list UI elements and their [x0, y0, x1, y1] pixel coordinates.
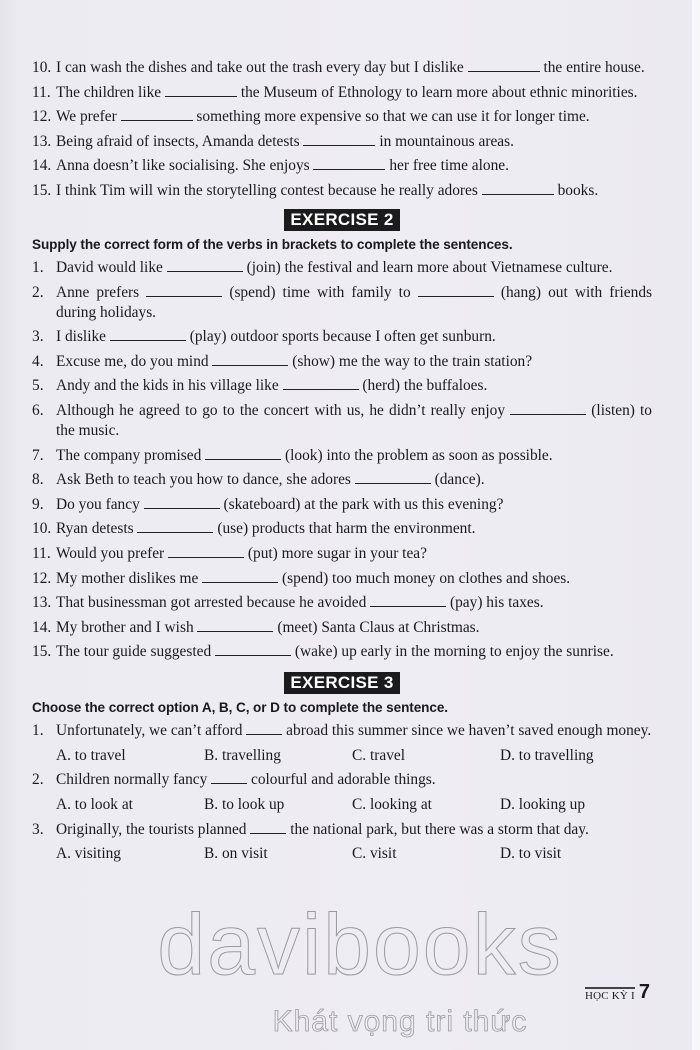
mc-question-1: 1. Unfortunately, we can’t afford abroad this summer since we haven’t saved enough money. — [32, 722, 652, 740]
question-1: 1. David would like (join) the festival and learn more about Vietnamese culture. — [32, 258, 613, 276]
question-14: 14. My brother and I wish (meet) Santa Claus at Christmas. — [32, 618, 480, 636]
question-11: 11. The children like the Museum of Ethnology to learn more about ethnic minorities. — [32, 83, 638, 101]
page-number: 7 — [638, 981, 651, 1003]
option-d[interactable]: D. to visit — [500, 845, 562, 863]
answer-blank[interactable] — [146, 284, 222, 297]
option-a[interactable]: A. to travel — [56, 746, 126, 764]
exercise-3-questions — [32, 721, 652, 864]
answer-blank[interactable] — [482, 182, 554, 195]
answer-blank[interactable] — [418, 284, 494, 297]
answer-blank[interactable] — [110, 328, 186, 341]
part1-questions — [32, 58, 652, 201]
mc-question-2: 2. Children normally fancy colourful and adorable things. — [32, 771, 436, 789]
answer-blank[interactable] — [212, 353, 288, 366]
question-12: 12. My mother dislikes me (spend) too much money on clothes and shoes. — [32, 569, 571, 587]
exercise-2-heading: EXERCISE 2 — [284, 209, 399, 231]
question-4: 4. Excuse me, do you mind (show) me the way to the train station? — [32, 352, 533, 370]
question-number: 14. — [32, 157, 52, 175]
question-number: 15. — [32, 181, 52, 199]
answer-blank[interactable] — [250, 821, 286, 834]
answer-blank[interactable] — [165, 84, 237, 97]
question-5: 5. Andy and the kids in his village like (herd) the buffaloes. — [32, 377, 488, 395]
question-10: 10. Ryan detests (use) products that harm the environment. — [32, 520, 476, 538]
answer-blank[interactable] — [510, 402, 586, 415]
option-d[interactable]: D. to travelling — [500, 746, 594, 764]
answer-blank[interactable] — [168, 545, 244, 558]
answer-blank[interactable] — [468, 59, 540, 72]
question-11: 11. Would you prefer (put) more sugar in your tea? — [32, 544, 427, 562]
question-number: 11. — [32, 83, 51, 101]
answer-blank[interactable] — [355, 471, 431, 484]
answer-blank[interactable] — [211, 771, 247, 784]
exercise-3-heading: EXERCISE 3 — [284, 672, 399, 694]
watermark-brand: davibooks — [157, 897, 563, 993]
answer-blank[interactable] — [121, 108, 193, 121]
mc-question-3: 3. Originally, the tourists planned the national park, but there was a storm that day. — [32, 820, 589, 838]
question-15: 15. The tour guide suggested (wake) up early in the morning to enjoy the sunrise. — [32, 643, 614, 661]
mc-options-3 — [32, 844, 652, 864]
exercise-2-instruction: Supply the correct form of the verbs in brackets to complete the sentences. — [32, 236, 513, 252]
question-15: 15. I think Tim will win the storytelling contest because he really adores books. — [32, 181, 599, 199]
exercise-3-instruction: Choose the correct option A, B, C, or D to complete the sentence. — [32, 700, 448, 716]
question-10: 10. I can wash the dishes and take out the trash every day but I dislike the entire house. — [32, 59, 645, 76]
mc-options-2 — [32, 795, 652, 815]
question-9: 9. Do you fancy (skateboard) at the park with us this evening? — [32, 495, 504, 513]
question-3: 3. I dislike (play) outdoor sports because I often get sunburn. — [32, 328, 496, 346]
option-c[interactable]: C. travel — [352, 746, 405, 764]
mc-options-1 — [32, 746, 652, 766]
answer-blank[interactable] — [215, 643, 291, 656]
answer-blank[interactable] — [137, 520, 213, 533]
question-number: 12. — [32, 108, 52, 126]
watermark-slogan: Khát vọng tri thức — [272, 1005, 528, 1038]
option-b[interactable]: B. travelling — [204, 746, 281, 764]
answer-blank[interactable] — [167, 259, 243, 272]
answer-blank[interactable] — [303, 133, 375, 146]
answer-blank[interactable] — [197, 619, 273, 632]
question-7: 7. The company promised (look) into the problem as soon as possible. — [32, 446, 553, 464]
question-13: 13. That businessman got arrested because he avoided (pay) his taxes. — [32, 594, 544, 612]
question-8: 8. Ask Beth to teach you how to dance, she adores (dance). — [32, 471, 485, 489]
option-c[interactable]: C. looking at — [352, 796, 432, 814]
option-d[interactable]: D. looking up — [500, 796, 586, 814]
answer-blank[interactable] — [313, 157, 385, 170]
exercise-2-questions — [32, 258, 652, 662]
section-label: HỌC KỲ I — [585, 987, 635, 1002]
page-edge — [692, 0, 700, 1050]
answer-blank[interactable] — [370, 594, 446, 607]
option-b[interactable]: B. to look up — [204, 796, 285, 814]
question-2: 2. Anne prefers (spend) time with family to (hang) out with friends during holidays. — [32, 283, 653, 321]
question-number: 10. — [32, 59, 52, 76]
answer-blank[interactable] — [283, 377, 359, 390]
option-a[interactable]: A. visiting — [56, 845, 121, 863]
answer-blank[interactable] — [144, 496, 220, 509]
option-b[interactable]: B. on visit — [204, 845, 268, 863]
answer-blank[interactable] — [205, 447, 281, 460]
option-a[interactable]: A. to look at — [56, 796, 133, 814]
option-c[interactable]: C. visit — [352, 845, 397, 863]
question-14: 14. Anna doesn’t like socialising. She enjoys her free time alone. — [32, 157, 509, 175]
question-13: 13. Being afraid of insects, Amanda detests in mountainous areas. — [32, 132, 514, 150]
question-6: 6. Although he agreed to go to the concert with us, he didn’t really enjoy (listen) to the music. — [32, 401, 652, 439]
page-footer — [585, 982, 650, 1002]
page-content — [32, 58, 652, 869]
question-12: 12. We prefer something more expensive so that we can use it for longer time. — [32, 108, 590, 126]
answer-blank[interactable] — [246, 722, 282, 735]
answer-blank[interactable] — [202, 570, 278, 583]
question-number: 13. — [32, 132, 52, 150]
